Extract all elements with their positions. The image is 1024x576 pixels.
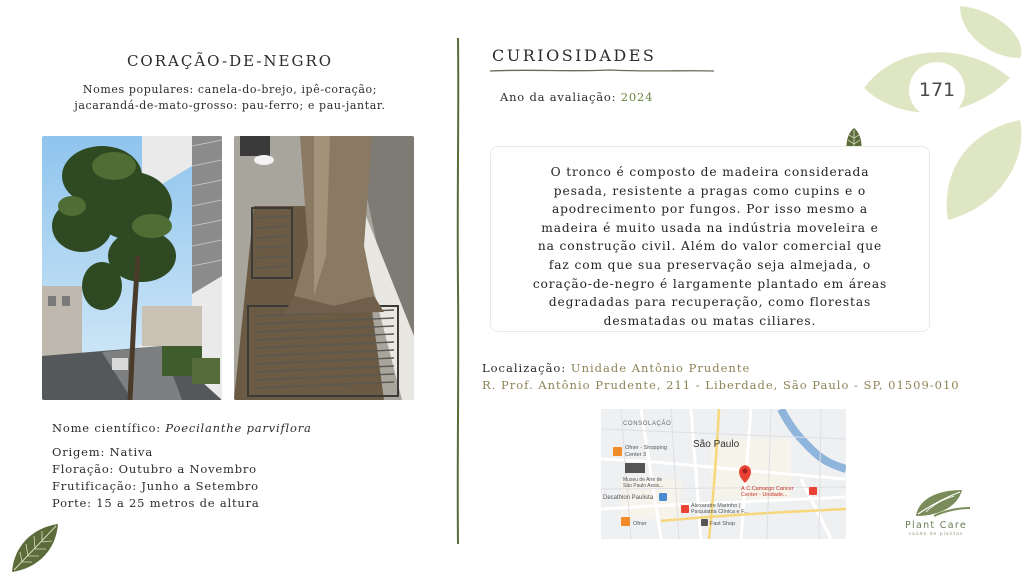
map-target-label: A.C.Camargo Cancer bbox=[741, 486, 794, 492]
map-city-label: São Paulo bbox=[693, 439, 740, 450]
brand-name: Plant Care bbox=[905, 520, 967, 531]
popular-names bbox=[30, 82, 430, 114]
year-value: 2024 bbox=[620, 90, 654, 104]
shop-marker-icon[interactable] bbox=[659, 493, 667, 501]
vertical-divider bbox=[456, 38, 460, 544]
shop-marker-icon[interactable] bbox=[701, 519, 708, 526]
map-poi-label: Alexandre Marinho | bbox=[691, 503, 741, 509]
scientific-label: Nome científico: bbox=[52, 421, 166, 435]
location-unit: Unidade Antônio Prudente bbox=[570, 361, 751, 375]
curiosity-line: apodrecimento por fungos. Por isso mesmo a bbox=[551, 202, 869, 217]
map-poi-label: São Paulo Assis... bbox=[623, 483, 664, 489]
curiosity-line: pesada, resistente a pragas como cupins e o bbox=[553, 183, 867, 198]
evaluation-year bbox=[500, 90, 653, 104]
curiosity-line: na construção civil. Além do valor comercial que bbox=[537, 239, 883, 254]
store-marker-icon[interactable] bbox=[621, 517, 630, 526]
year-label: Ano da avaliação: bbox=[500, 90, 621, 104]
location-block bbox=[482, 360, 960, 394]
leaf-shape bbox=[947, 120, 1022, 220]
tree-photo-canopy bbox=[42, 136, 222, 400]
location-label: Localização: bbox=[482, 361, 571, 375]
map-poi-label: Fast Shop bbox=[710, 521, 736, 527]
brand bbox=[896, 520, 976, 537]
curiosity-line: madeira é muito usada na indústria moveleira e bbox=[541, 220, 879, 235]
leaf-shape bbox=[960, 6, 1021, 58]
curiosities-title: CURIOSIDADES bbox=[492, 46, 657, 65]
species-title: CORAÇÃO-DE-NEGRO bbox=[126, 52, 334, 70]
origin: Origem: Nativa bbox=[52, 445, 153, 459]
species-info bbox=[52, 420, 312, 512]
scientific-name-row bbox=[52, 420, 312, 437]
scientific-name: Poecilanthe parviflora bbox=[165, 421, 312, 435]
clinic-marker-icon[interactable] bbox=[681, 505, 689, 513]
hospital-marker-icon[interactable] bbox=[809, 487, 817, 495]
curiosity-line: desmatadas ou matas ciliares. bbox=[603, 313, 817, 328]
map-poi-label: Ofner bbox=[633, 521, 647, 527]
address: R. Prof. Antônio Prudente, 211 - Liberdade, São Paulo - SP, 01509-010 bbox=[482, 378, 960, 392]
map-poi-label: Decathlon Paulista bbox=[603, 495, 654, 501]
page-number: 171 bbox=[909, 62, 965, 118]
museum-icon bbox=[625, 463, 645, 473]
map-poi-label: Psiquiatria Clínica e F... bbox=[691, 509, 749, 515]
plant-care-logo-icon bbox=[912, 486, 972, 520]
map-poi-label: Museu de Arte de bbox=[623, 477, 663, 483]
tree-photo-trunk bbox=[234, 136, 414, 400]
flowering: Floração: Outubro a Novembro bbox=[52, 462, 257, 476]
title-underline bbox=[490, 68, 714, 74]
curiosity-line: O tronco é composto de madeira considerada bbox=[550, 165, 870, 179]
location-row bbox=[482, 360, 960, 377]
curiosity-line: faz com que sua preservação seja almejada, o bbox=[548, 257, 872, 272]
popular-names-line: Nomes populares: canela-do-brejo, ipê-coração; bbox=[82, 83, 378, 96]
curiosity-line: coração-de-negro é largamente plantado em áreas bbox=[532, 276, 888, 291]
leaf-icon bbox=[8, 520, 62, 576]
map-target-label: Center - Unidade... bbox=[741, 492, 788, 498]
location-map[interactable] bbox=[601, 409, 846, 539]
store-marker-icon[interactable] bbox=[613, 447, 622, 456]
curiosity-line: degradadas para recuperação, como florestas bbox=[548, 295, 872, 310]
brand-tagline: saúde de plantas bbox=[908, 532, 964, 537]
map-poi-label: Center 3 bbox=[625, 452, 647, 458]
size: Porte: 15 a 25 metros de altura bbox=[52, 496, 260, 510]
map-district-label: CONSOLAÇÃO bbox=[623, 421, 672, 427]
popular-names-line: jacarandá-de-mato-grosso: pau-ferro; e pau-jantar. bbox=[74, 99, 386, 112]
curiosity-card bbox=[490, 146, 930, 332]
map-poi-label: Ofner - Shopping bbox=[625, 445, 667, 451]
fruiting: Frutificação: Junho a Setembro bbox=[52, 479, 259, 493]
